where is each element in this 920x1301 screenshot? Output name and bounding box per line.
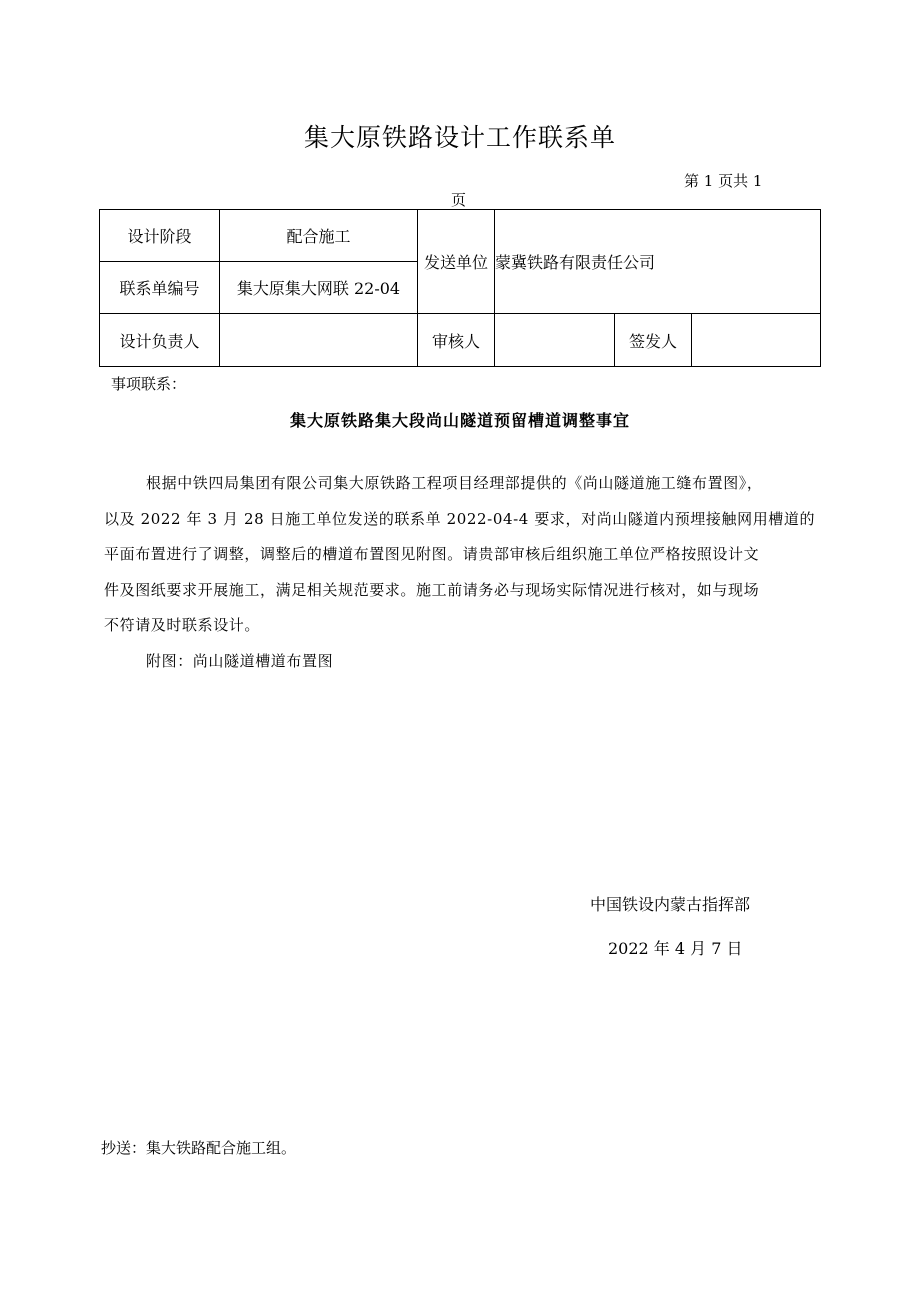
signing-organization: 中国铁设内蒙古指挥部: [590, 895, 751, 914]
contact-form-table: [99, 209, 821, 367]
cc-line: 抄送：集大铁路配合施工组。: [101, 1139, 297, 1157]
page-number: 第 1 页共 1: [684, 172, 763, 190]
design-lead-label: 设计负责人: [100, 314, 220, 367]
issuer-label: 签发人: [615, 314, 692, 367]
design-stage-label: 设计阶段: [100, 210, 220, 262]
issuer-value: [692, 314, 821, 367]
contact-number-label: 联系单编号: [100, 262, 220, 314]
paragraph-line: 件及图纸要求开展施工，满足相关规范要求。施工前请务必与现场实际情况进行核对，如与现场: [104, 580, 760, 599]
paragraph-line: 平面布置进行了调整，调整后的槽道布置图见附图。请贵部审核后组织施工单位严格按照设计文: [104, 545, 760, 563]
document-title: 集大原铁路设计工作联系单: [303, 123, 616, 152]
page-number-wrap: 页: [451, 191, 467, 209]
sender-unit-label: 发送单位: [418, 210, 495, 314]
contact-number-value: 集大原集大网联 22-04: [220, 262, 418, 314]
paragraph-line: 根据中铁四局集团有限公司集大原铁路工程项目经理部提供的《尚山隧道施工缝布置图》，: [146, 474, 763, 492]
paragraph-line: 不符请及时联系设计。: [104, 616, 261, 634]
signing-date: 2022 年 4 月 7 日: [608, 939, 743, 958]
body-paragraph: [104, 466, 828, 679]
design-lead-value: [220, 314, 418, 367]
attachment-line: 附图：尚山隧道槽道布置图: [146, 651, 334, 670]
sender-unit-value: 蒙冀铁路有限责任公司: [495, 210, 821, 314]
reviewer-value: [495, 314, 615, 367]
items-label: 事项联系：: [111, 375, 187, 393]
reviewer-label: 审核人: [418, 314, 495, 367]
design-stage-value: 配合施工: [220, 210, 418, 262]
paragraph-line: 以及 2022 年 3 月 28 日施工单位发送的联系单 2022-04-4 要求，对尚山隧道内预埋接触网用槽道的: [104, 509, 816, 528]
subject-heading: 集大原铁路集大段尚山隧道预留槽道调整事宜: [289, 411, 630, 430]
